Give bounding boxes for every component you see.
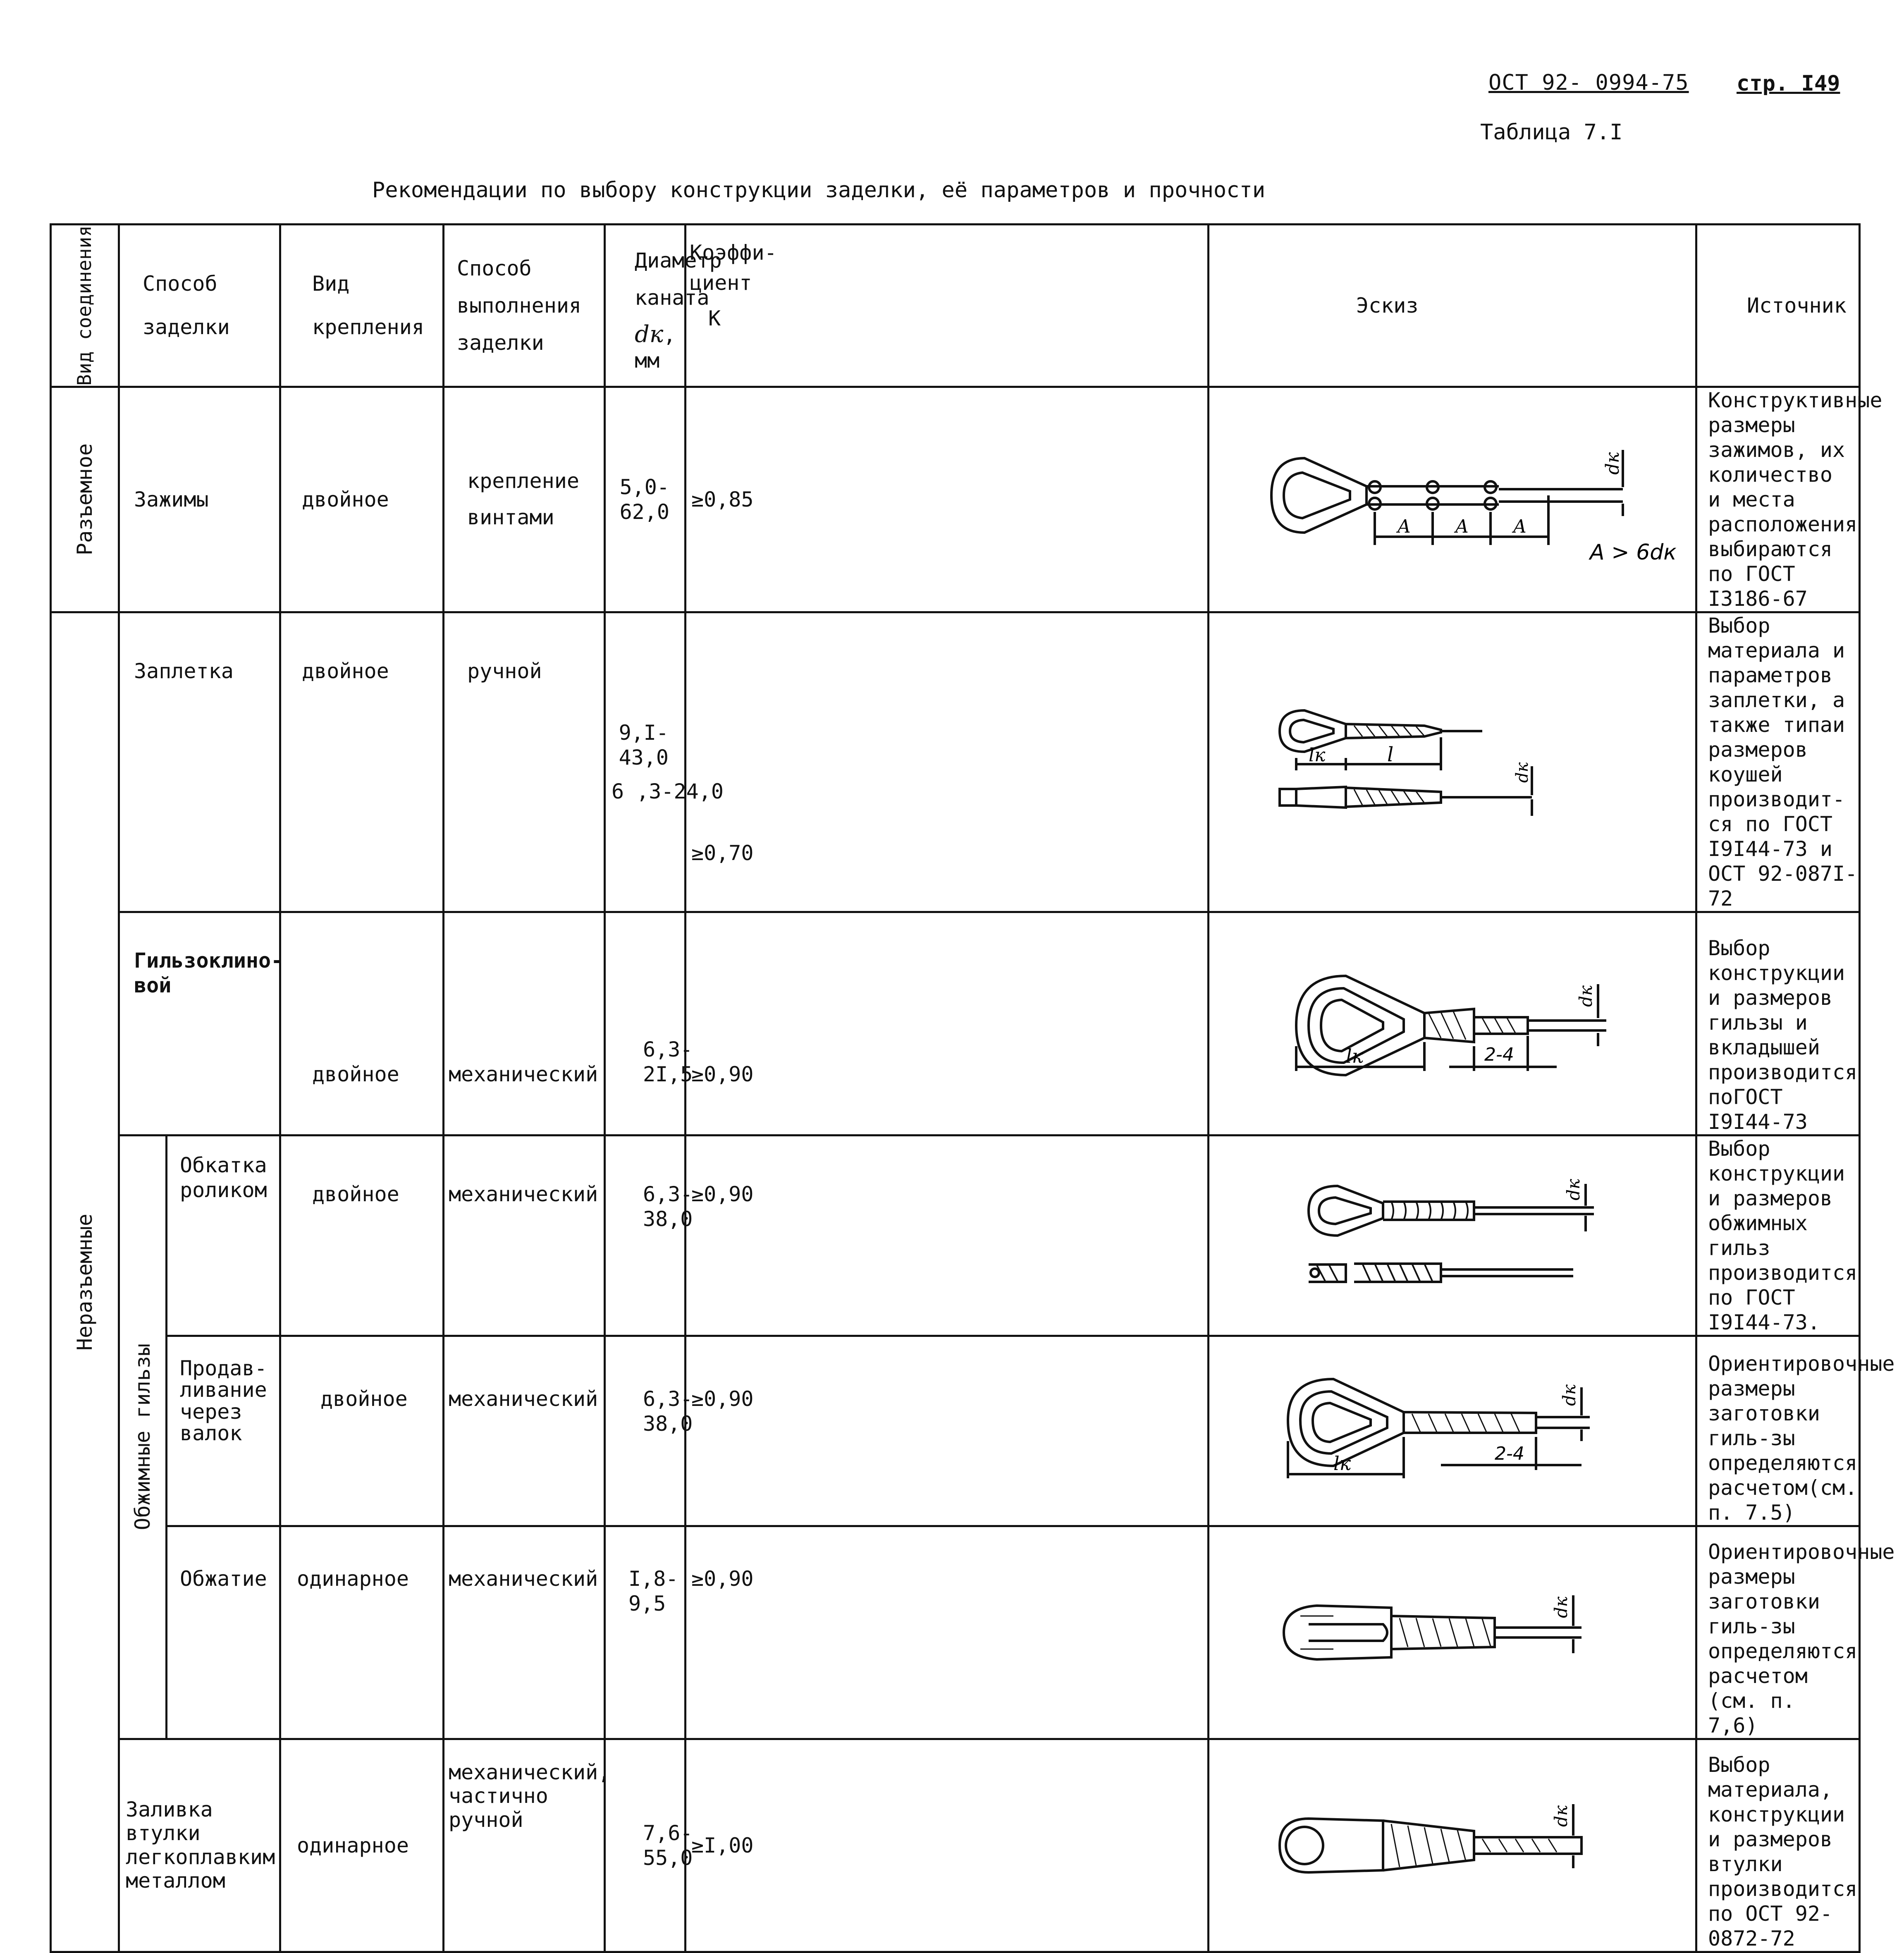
coefficient-cell: ≥0,70 (686, 612, 1209, 912)
execution-cell: механический (444, 1526, 605, 1739)
dim-a-label: A (1513, 516, 1527, 537)
sketch-cell (1209, 912, 1696, 1135)
dim-a-label: A (1455, 516, 1469, 537)
source-cell: Ориентировочные размеры заготовки гиль-зы определяются расчетом (см. п. 7,6) (1696, 1526, 1860, 1739)
sketch-cell (1209, 1526, 1696, 1739)
execution-cell: механический (444, 1135, 605, 1336)
col-execution: Способ выполнения заделки (444, 225, 605, 387)
method-cell: Гильзоклино-вой (119, 912, 280, 1135)
col-diameter: Диаметр каната dк, мм (605, 225, 686, 387)
l-label: l (1387, 743, 1394, 766)
group-crimp-sleeves: Обжимные гильзы (119, 1135, 167, 1739)
table-row (51, 1336, 1860, 1526)
poured-socket-sketch (1209, 1779, 1722, 1912)
lk-label: lк (1333, 1452, 1351, 1475)
group-detachable: Разъемное (51, 387, 119, 612)
source-cell: Выбор конструкции и размеров обжимных гильз производится по ГОСТ I9I44-73. (1696, 1135, 1860, 1336)
source-cell: Выбор материала и параметров заплетки, а также типаи размеров коушей производит-ся по ГОСТ I9I44-73 и ОСТ 92-087I-72 (1696, 612, 1860, 912)
dim-a-label: A (1398, 516, 1411, 537)
method-cell: Заливка втулки легкоплавким металлом (119, 1739, 280, 1952)
sketch-cell (1209, 1739, 1696, 1952)
table-row (51, 612, 1860, 912)
table-row (51, 1526, 1860, 1739)
col-sketch: Эскиз (1209, 225, 1696, 387)
recommendations-table (50, 223, 1895, 1953)
dk-label: dк (1551, 1596, 1571, 1618)
source-cell: Выбор конструкции и размеров гильзы и вкладышей производится поГОСТ I9I44-73 (1696, 912, 1860, 1135)
coefficient-cell: ≥0,90 (686, 1135, 1209, 1336)
coefficient-cell: ≥I,00 (686, 1739, 1209, 1952)
execution-cell: механический (444, 912, 605, 1135)
table-row (51, 1739, 1860, 1952)
source-cell: Выбор материала, конструкции и размеров втулки производится по ОСТ 92-0872-72 (1696, 1739, 1860, 1952)
table-label: Таблица 7.I (1480, 120, 1623, 145)
method-cell: Обжатие (167, 1526, 280, 1739)
diameter-cell: 6,3-38,0 (605, 1336, 686, 1526)
fastening-cell: двойное (280, 1336, 444, 1526)
formula-label: A > 6dк (1590, 540, 1677, 565)
diameter-cell: 7,6-55,0 (605, 1739, 686, 1952)
fastening-cell: одинарное (280, 1739, 444, 1952)
dk-label: dк (1563, 1178, 1584, 1200)
fastening-cell: двойное (280, 612, 444, 912)
diameter-cell: 6,3-2I,5 (605, 912, 686, 1135)
coefficient-cell: ≥0,90 (686, 1336, 1209, 1526)
coefficient-cell: ≥0,85 (686, 387, 1209, 612)
col-method: Способ заделки (119, 225, 280, 387)
sketch-cell (1209, 1336, 1696, 1526)
diameter-cell: I,8-9,5 (605, 1526, 686, 1739)
page-number: стр. I49 (1737, 71, 1840, 96)
source-cell: Ориентировочные размеры заготовки гиль-зы определяются расчетом(см. п. 7.5) (1696, 1336, 1860, 1526)
col-coefficient: Коэффи-циент К (686, 225, 1209, 387)
diameter-cell: 5,0-62,0 (605, 387, 686, 612)
lk-label: lк (1346, 1045, 1364, 1068)
coefficient-cell: ≥0,90 (686, 912, 1209, 1135)
dk-label: dк (1551, 1805, 1571, 1827)
col-fastening: Вид крепления (280, 225, 444, 387)
wedge-sleeve-sketch (1209, 951, 1722, 1096)
execution-cell: ручной (444, 612, 605, 912)
table-row (51, 1135, 1860, 1336)
execution-cell: крепление винтами (444, 387, 605, 612)
diameter-cell: 6,3-38,0 (605, 1135, 686, 1336)
table-header-row (51, 225, 1860, 387)
roller-crimp-sketch (1209, 1174, 1722, 1298)
sketch-cell (1209, 1135, 1696, 1336)
sketch-cell (1209, 612, 1696, 912)
table-caption: Рекомендации по выбору конструкции заделки, её параметров и прочности (372, 178, 1266, 203)
method-cell: Зажимы (119, 387, 280, 612)
table-row (51, 912, 1860, 1135)
single-crimp-sketch (1209, 1566, 1722, 1699)
method-cell: Обкатка роликом (167, 1135, 280, 1336)
dk-label: dк (1513, 762, 1532, 783)
lk-label: lк (1309, 744, 1326, 766)
press-through-sketch (1209, 1358, 1722, 1503)
method-cell: Заплетка (119, 612, 280, 912)
range-label: 2-4 (1495, 1443, 1524, 1465)
execution-cell: механический, частично ручной (444, 1739, 605, 1952)
execution-cell: механический (444, 1336, 605, 1526)
range-label: 2-4 (1484, 1044, 1514, 1066)
fastening-cell: одинарное (280, 1526, 444, 1739)
fastening-cell: двойное (280, 387, 444, 612)
col-connection-type: Вид соединения (51, 225, 119, 387)
table-row (51, 387, 1860, 612)
dk-label: dк (1576, 985, 1596, 1007)
clamps-sketch (1209, 433, 1722, 566)
fastening-cell: двойное (280, 1135, 444, 1336)
dk-label: dк (1559, 1384, 1579, 1406)
splice-sketch (1209, 696, 1722, 828)
source-cell: Конструктивные размеры зажимов, их количество и места расположения выбираются по ГОСТ I3186-67 (1696, 387, 1860, 612)
method-cell: Продав-ливание через валок (167, 1336, 280, 1526)
diameter-cell: 9,I-43,0 6 ,3-24,0 (605, 612, 686, 912)
dk-label: dк (1602, 452, 1623, 475)
fastening-cell: двойное (280, 912, 444, 1135)
group-permanent: Неразъемные (51, 612, 119, 1952)
col-source: Источник (1696, 225, 1860, 387)
document-number: ОСТ 92- 0994-75 (1488, 70, 1689, 95)
sketch-cell (1209, 387, 1696, 612)
coefficient-cell: ≥0,90 (686, 1526, 1209, 1739)
